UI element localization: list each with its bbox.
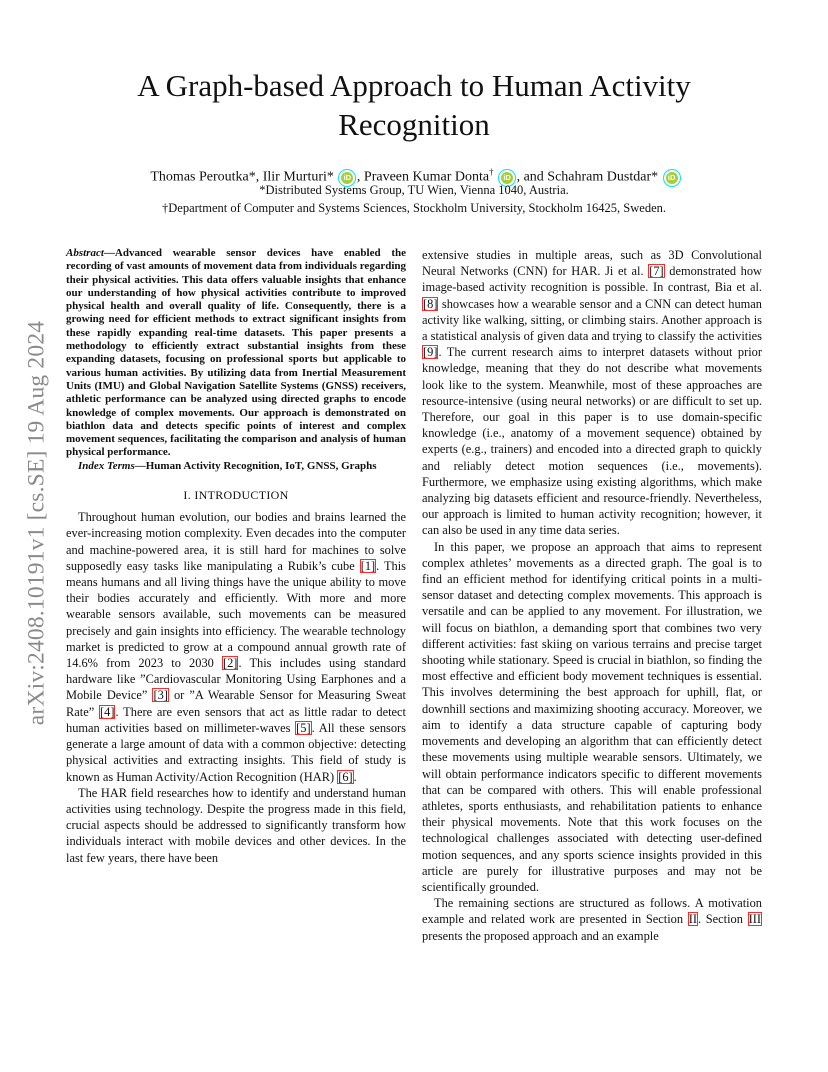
- citation-link[interactable]: [6]: [338, 769, 353, 784]
- abstract: [66, 247, 406, 460]
- citation-link[interactable]: [8]: [423, 296, 438, 311]
- text-run: Throughout human evolution, our bodies and brains learned the ever-increasing motion complexity. Even decades into the computer and machine-powered area, it is still hard for machines to solve supposedly easy tasks like manipulating a Rubik’s cube: [66, 510, 406, 573]
- text-run: demonstrated how image-based activity recognition is possible. In contrast, Bia et al.: [422, 264, 762, 295]
- orcid-icon[interactable]: iD: [501, 172, 513, 184]
- abstract-text: —Advanced wearable sensor devices have enabled the recording of vast amounts of movement data from individuals regarding their physical activities. This data offers valuable insights that enhance our understanding of how physical activities contribute to improved physical health and overall quality of life. Consequently, there is a growing need for efficient methods to extract significant insights from these rapidly expanding real-time datasets. This paper presents a methodology to efficiently extract substantial insights from these expanding datasets, focusing on professional sports but applicable to various human activities. By utilizing data from Inertial Measurement Units (IMU) and Global Navigation Satellite Systems (GNSS) receivers, athletic performance can be analyzed using directed graphs to encode knowledge of complex movements. Our approach is demonstrated on biathlon data and detects specific points of interest and complex movement sequences, facilitating the comparison and analysis of human physical performance.: [66, 247, 406, 459]
- citation-link[interactable]: [1]: [360, 558, 376, 573]
- text-run: . This includes using standard hardware like ”Cardiovascular Monitoring Using Earphones and a Mobile Device”: [66, 656, 407, 703]
- arxiv-sidebar: [22, 285, 52, 760]
- author-names-2: , Praveen Kumar Donta: [356, 169, 490, 185]
- orcid-icon[interactable]: iD: [666, 172, 678, 184]
- citation-link[interactable]: [4]: [100, 704, 115, 719]
- text-run: extensive studies in multiple areas, such as 3D Convolutional Neural Networks (CNN) for HAR. Ji et al.: [422, 248, 762, 279]
- citation-link[interactable]: [9]: [423, 345, 438, 360]
- text-run: . The current research aims to interpret datasets without prior knowledge, meaning that they do not describe what movements look like to the system. Meanwhile, most of these approaches are resource-intensive (using neural networks) or are difficult to set up. Therefore, our goal in this paper is to use domain-specific knowledge (i.e., anatomy of a movement sequence) obtained by experts (e.g., trainers) and encoded into a directed graph to quickly and reliably detect motion sequences (i.e., movements). Furthermore, we emphasize using existing algorithms, which make analyzing big datasets efficient and resource-friendly. Nevertheless, our approach is limited to human activity recognition; however, it can also be used in any time data series.: [422, 345, 762, 538]
- index-terms: [66, 460, 406, 473]
- intro-paragraph-3: In this paper, we propose an approach that aims to represent complex athletes’ movements as a directed graph. The goal is to find an efficient method for identifying critical points in a multi-sensor dataset and detecting complex movements. This approach is versatile and can be applied to any movement. For illustration, we will focus on biathlon, a demanding sport that combines two very different activities: fast skiing on various terrains and precise target shooting while stationary. Speed is crucial in biathlon, so finding the most effective and efficient body movement techniques is essential. This involves determining the best approach for uphill, flat, or downhill sections and maximizing shooting accuracy. Moreover, we aim to identify a data structure capable of capturing body movements and developing an algorithm that can efficiently detect these movements using multiple wearable sensors. Ultimately, we will obtain performance indicators specific to different movements that can be compared with others. This will enable professional athletes, sports enthusiasts, and rehabilitation patients to enhance their physical movements. Note that this work focuses on the technological challenges associated with detecting user-defined motion sequences, and any sports science insights provided in this article are purely for illustrative purposes and may not be scientifically grounded.: [422, 539, 762, 894]
- intro-paragraph-2: The HAR field researches how to identify and understand human activities using technology. Despite the progress made in this field, crucial aspects should be addressed to significantly transform how individuals interact with mobile devices and other devices. In the last few years, there have been: [66, 785, 406, 865]
- section-link[interactable]: II: [688, 912, 698, 927]
- section-link[interactable]: III: [748, 912, 761, 927]
- text-run: The remaining sections are structured as follows. A motivation example and related work are presented in Section: [422, 896, 762, 927]
- text-run: or ”A Wearable Sensor for Measuring Sweat Rate”: [66, 688, 406, 719]
- arxiv-identifier: arXiv:2408.10191v1 [cs.SE] 19 Aug 2024: [23, 320, 50, 725]
- right-column: [422, 247, 762, 944]
- author-names-3: , and Schahram Dustdar*: [516, 169, 659, 185]
- text-run: . All these sensors generate a large amount of data with a common objective: detecting physical activities and extracting insights. This field of study is known as Human Activity/Action Recognition (HAR): [66, 720, 407, 784]
- text-run: .: [353, 769, 357, 784]
- text-run: presents the proposed approach and an example: [422, 928, 659, 943]
- text-run: . Section: [698, 912, 748, 927]
- citation-link[interactable]: [5]: [296, 720, 311, 735]
- text-run: . There are even sensors that act as little radar to detect human activities based on millimeter-waves: [66, 704, 406, 735]
- intro-paragraph-4: [422, 895, 762, 944]
- citation-link[interactable]: [3]: [153, 688, 168, 703]
- text-run: showcases how a wearable sensor and a CNN can detect human activity like walking, sitting, or climbing stairs. Another approach is a statistical analysis of given data and trying to classify the activities: [422, 296, 762, 344]
- affiliation-1: *Distributed Systems Group, TU Wien, Vienna 1040, Austria.: [259, 183, 569, 197]
- title-line-2: Recognition: [338, 107, 490, 142]
- intro-paragraph-1: [66, 509, 406, 784]
- abstract-label: Abstract: [66, 247, 104, 259]
- intro-paragraph-continued: [422, 247, 762, 539]
- author-names-1: Thomas Peroutka*, Ilir Murturi*: [150, 169, 334, 185]
- section-heading-introduction: I. INTRODUCTION: [183, 488, 289, 503]
- citation-link[interactable]: [2]: [222, 656, 238, 671]
- paper-title: [0, 66, 828, 144]
- index-terms-label: Index Terms: [78, 459, 135, 472]
- affiliation-2: †Department of Computer and Systems Sciences, Stockholm University, Stockholm 16425, Sweden.: [162, 201, 666, 215]
- index-terms-text: —Human Activity Recognition, IoT, GNSS, Graphs: [134, 459, 377, 472]
- dagger-mark: †: [489, 167, 494, 177]
- text-run: . This means humans and all living things have the unique ability to move their bodies accurately and efficiently. With more and more wearable sensors available, such movements can be measured precisely and gain insights into efficiency. The wearable technology market is predicted to grow at a compound annual growth rate of 14.6% from 2023 to 2030: [66, 558, 407, 671]
- citation-link[interactable]: [7]: [649, 264, 664, 279]
- title-line-1: A Graph-based Approach to Human Activity: [137, 68, 691, 103]
- left-column: [66, 247, 406, 866]
- orcid-icon[interactable]: iD: [341, 172, 353, 184]
